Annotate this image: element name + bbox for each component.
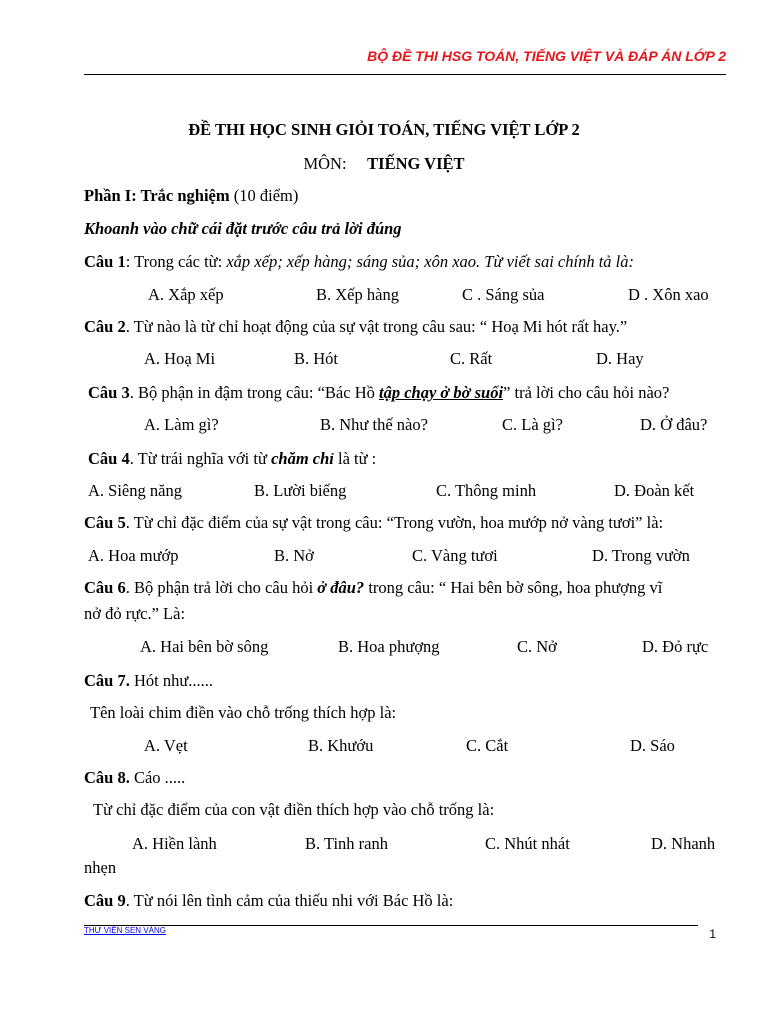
question-8-label: Câu 8. <box>84 768 130 787</box>
question-8-option-a[interactable]: A. Hiền lành <box>132 834 217 853</box>
question-2-option-d[interactable]: D. Hay <box>596 349 644 368</box>
question-2-option-a[interactable]: A. Hoạ Mi <box>144 349 216 368</box>
question-7-option-b[interactable]: B. Khướu <box>308 736 374 755</box>
question-2 <box>84 317 738 337</box>
part1-heading <box>84 186 738 206</box>
question-6-text-b: trong câu: “ Hai bên bờ sông, hoa phượng vĩ <box>364 578 663 597</box>
footer-divider <box>84 925 698 926</box>
part1-points: (10 điểm) <box>233 186 299 205</box>
subject-line <box>0 154 768 174</box>
question-5-option-a[interactable]: A. Hoa mướp <box>88 546 179 565</box>
question-8-option-d[interactable]: D. Nhanh <box>651 834 716 853</box>
question-6-line-2: nở đỏ rực.” Là: <box>84 604 186 623</box>
question-2-text: . Từ nào là từ chỉ hoạt động của sự vật trong câu sau: “ Hoạ Mi hót rất hay.” <box>125 317 628 336</box>
question-3-option-b[interactable]: B. Như thế nào? <box>320 415 428 434</box>
question-3 <box>88 383 738 403</box>
question-1-words: xắp xếp; xếp hàng; sáng sủa; xôn xao. Từ viết sai chính tả là: <box>226 252 635 271</box>
question-5 <box>84 513 738 533</box>
question-3-option-a[interactable]: A. Làm gì? <box>144 415 219 434</box>
question-7 <box>84 671 738 691</box>
question-1-text: : Trong các từ: <box>125 252 227 271</box>
subject-label: MÔN: <box>303 154 347 173</box>
question-5-label: Câu 5 <box>84 513 126 532</box>
question-7-options <box>0 736 768 756</box>
question-1-option-d[interactable]: D . Xôn xao <box>628 285 709 304</box>
question-4-options <box>0 481 768 501</box>
question-6-text-a: . Bộ phận trả lời cho câu hỏi <box>125 578 318 597</box>
question-2-option-b[interactable]: B. Hót <box>294 349 339 368</box>
question-1 <box>84 252 738 272</box>
question-3-text-a: . Bộ phận in đậm trong câu: “Bác Hồ <box>129 383 379 402</box>
subject-value: TIẾNG VIỆT <box>367 154 465 173</box>
question-7-option-c[interactable]: C. Cắt <box>466 736 509 755</box>
question-9 <box>84 891 738 911</box>
question-6-options <box>0 637 768 657</box>
question-2-label: Câu 2 <box>84 317 126 336</box>
question-4-label: Câu 4 <box>88 449 130 468</box>
question-2-options <box>0 349 768 369</box>
question-4-bold-word: chăm chỉ <box>271 449 334 468</box>
question-1-option-b[interactable]: B. Xếp hàng <box>316 285 399 304</box>
question-4-option-b[interactable]: B. Lười biếng <box>254 481 347 500</box>
page-number: 1 <box>709 927 716 941</box>
part1-label: Phần I: Trắc nghiệm <box>84 186 230 205</box>
question-6-option-a[interactable]: A. Hai bên bờ sông <box>140 637 269 656</box>
question-9-text: . Từ nói lên tình cảm của thiếu nhi với Bác Hồ là: <box>125 891 454 910</box>
question-1-label: Câu 1 <box>84 252 126 271</box>
question-4-option-c[interactable]: C. Thông minh <box>436 481 537 500</box>
question-8-option-b[interactable]: B. Tinh ranh <box>305 834 388 853</box>
question-5-options <box>0 546 768 566</box>
question-4-option-a[interactable]: A. Siêng năng <box>88 481 182 500</box>
footer-link[interactable]: THƯ VIỆN SEN VÀNG <box>84 926 166 935</box>
question-7-text: Hót như...... <box>129 671 214 690</box>
question-1-options <box>0 285 768 305</box>
question-7-option-a[interactable]: A. Vẹt <box>144 736 188 755</box>
question-6-bold-word: ở đâu? <box>317 578 365 597</box>
question-3-text-b: ” trả lời cho câu hỏi nào? <box>503 383 670 402</box>
instruction: Khoanh vào chữ cái đặt trước câu trả lời đúng <box>84 219 402 238</box>
question-3-option-d[interactable]: D. Ở đâu? <box>640 415 708 434</box>
question-5-option-b[interactable]: B. Nở <box>274 546 314 565</box>
question-6-option-d[interactable]: D. Đỏ rực <box>642 637 709 656</box>
question-8-option-c[interactable]: C. Nhút nhát <box>485 834 570 853</box>
question-9-label: Câu 9 <box>84 891 126 910</box>
question-6-option-c[interactable]: C. Nở <box>517 637 557 656</box>
question-1-option-a[interactable]: A. Xắp xếp <box>148 285 224 304</box>
question-7-label: Câu 7. <box>84 671 130 690</box>
question-8-text: Cáo ..... <box>129 768 186 787</box>
question-1-option-c[interactable]: C . Sáng sủa <box>462 285 545 304</box>
question-4-option-d[interactable]: D. Đoàn kết <box>614 481 695 500</box>
question-5-text: . Từ chỉ đặc điểm của sự vật trong câu: “Trong vườn, hoa mướp nở vàng tươi” là: <box>125 513 664 532</box>
question-7-option-d[interactable]: D. Sáo <box>630 736 675 755</box>
question-8-options <box>0 834 768 854</box>
question-3-option-c[interactable]: C. Là gì? <box>502 415 563 434</box>
question-3-label: Câu 3 <box>88 383 130 402</box>
question-5-option-c[interactable]: C. Vàng tươi <box>412 546 498 565</box>
question-8-option-d-wrap: nhẹn <box>84 858 117 877</box>
header-divider <box>84 74 726 75</box>
question-8 <box>84 768 738 788</box>
question-2-option-c[interactable]: C. Rất <box>450 349 493 368</box>
question-8-line-2: Từ chỉ đặc điểm của con vật điền thích hợp vào chỗ trống là: <box>93 800 495 819</box>
question-4-text-b: là từ : <box>333 449 377 468</box>
exam-title: ĐỀ THI HỌC SINH GIỎI TOÁN, TIẾNG VIỆT LỚP 2 <box>188 120 580 139</box>
document-header-title: BỘ ĐỀ THI HSG TOÁN, TIẾNG VIỆT VÀ ĐÁP ÁN LỚP 2 <box>367 48 726 64</box>
question-4-text-a: . Từ trái nghĩa với từ <box>129 449 272 468</box>
question-3-bold-part: tập chạy ở bờ suối <box>379 383 504 402</box>
question-3-options <box>0 415 768 435</box>
question-6 <box>84 578 738 598</box>
question-5-option-d[interactable]: D. Trong vườn <box>592 546 690 565</box>
question-6-label: Câu 6 <box>84 578 126 597</box>
question-4 <box>88 449 738 469</box>
question-7-line-2: Tên loài chim điền vào chỗ trống thích hợp là: <box>90 703 397 722</box>
question-6-option-b[interactable]: B. Hoa phượng <box>338 637 440 656</box>
